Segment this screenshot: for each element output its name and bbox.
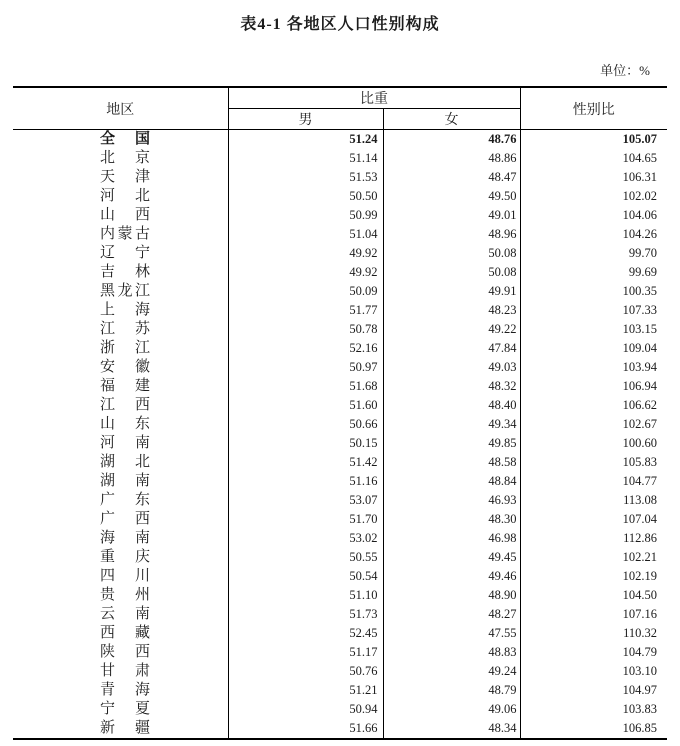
- table-row: [13, 605, 667, 624]
- sex-ratio-value: 100.35: [622, 284, 657, 298]
- female-proportion-value: 48.90: [383, 586, 520, 605]
- female-proportion-value: 48.47: [383, 168, 520, 187]
- region-cell: [13, 358, 228, 377]
- table-row: [13, 453, 667, 472]
- region-cell: [13, 206, 228, 225]
- region-cell: [13, 605, 228, 624]
- region-cell: [13, 567, 228, 586]
- column-header-region: 地区: [13, 87, 228, 130]
- region-name: 青海: [100, 682, 150, 698]
- region-name: 浙江: [100, 340, 150, 356]
- region-name: 甘肃: [100, 663, 150, 679]
- sex-ratio-value: 104.65: [622, 151, 657, 165]
- region-cell: [13, 301, 228, 320]
- sex-ratio-value: 104.97: [622, 683, 657, 697]
- region-cell: [13, 415, 228, 434]
- table-row: [13, 624, 667, 643]
- region-cell: [13, 681, 228, 700]
- region-name: 吉林: [100, 264, 150, 280]
- sex-ratio-value: 99.69: [628, 265, 657, 279]
- female-proportion-value: 48.79: [383, 681, 520, 700]
- column-header-proportion: 比重: [228, 87, 520, 109]
- male-proportion-value: 51.53: [228, 168, 383, 187]
- region-cell: [13, 662, 228, 681]
- male-proportion-value: 50.55: [228, 548, 383, 567]
- sex-composition-table: [13, 86, 667, 740]
- female-proportion-value: 49.50: [383, 187, 520, 206]
- sex-ratio-value: 106.85: [622, 721, 657, 735]
- female-proportion-value: 49.85: [383, 434, 520, 453]
- female-proportion-value: 47.84: [383, 339, 520, 358]
- table-row: [13, 263, 667, 282]
- region-cell: [13, 244, 228, 263]
- female-proportion-value: 49.03: [383, 358, 520, 377]
- male-proportion-value: 51.16: [228, 472, 383, 491]
- region-name: 陕西: [100, 644, 150, 660]
- table-title: 表4-1 各地区人口性别构成: [240, 16, 440, 33]
- female-proportion-value: 48.86: [383, 149, 520, 168]
- region-name: 安徽: [100, 359, 150, 375]
- male-proportion-value: 51.04: [228, 225, 383, 244]
- sex-ratio-value: 104.77: [622, 474, 657, 488]
- region-name: 广东: [100, 492, 150, 508]
- table-row: [13, 510, 667, 529]
- male-proportion-value: 51.60: [228, 396, 383, 415]
- region-cell: [13, 187, 228, 206]
- male-proportion-value: 51.17: [228, 643, 383, 662]
- table-row: [13, 472, 667, 491]
- female-proportion-value: 49.22: [383, 320, 520, 339]
- region-name: 广西: [100, 511, 150, 527]
- male-proportion-value: 51.10: [228, 586, 383, 605]
- table-row: [13, 225, 667, 244]
- column-header-female: 女: [383, 109, 520, 130]
- female-proportion-value: 48.83: [383, 643, 520, 662]
- sex-ratio-value: 106.62: [622, 398, 657, 412]
- sex-ratio-value: 106.94: [622, 379, 657, 393]
- sex-ratio-value: 103.83: [622, 702, 657, 716]
- table-row: [13, 320, 667, 339]
- table-row: [13, 643, 667, 662]
- sex-ratio-value: 110.32: [623, 626, 657, 640]
- male-proportion-value: 50.09: [228, 282, 383, 301]
- region-cell: [13, 472, 228, 491]
- region-name: 河南: [100, 435, 150, 451]
- sex-ratio-value: 100.60: [622, 436, 657, 450]
- region-name: 山东: [100, 416, 150, 432]
- sex-ratio-value: 104.06: [622, 208, 657, 222]
- sex-ratio-value: 104.50: [622, 588, 657, 602]
- female-proportion-value: 48.27: [383, 605, 520, 624]
- region-name: 重庆: [100, 549, 150, 565]
- male-proportion-value: 53.07: [228, 491, 383, 510]
- table-row: [13, 415, 667, 434]
- female-proportion-value: 46.98: [383, 529, 520, 548]
- table-body: [13, 130, 667, 740]
- female-proportion-value: 49.06: [383, 700, 520, 719]
- region-cell: [13, 168, 228, 187]
- table-row: [13, 681, 667, 700]
- female-proportion-value: 50.08: [383, 263, 520, 282]
- sex-ratio-value: 102.02: [622, 189, 657, 203]
- female-proportion-value: 49.91: [383, 282, 520, 301]
- male-proportion-value: 50.78: [228, 320, 383, 339]
- sex-ratio-value: 112.86: [623, 531, 657, 545]
- region-name: 江苏: [100, 321, 150, 337]
- sex-ratio-value: 103.10: [622, 664, 657, 678]
- region-name: 宁夏: [100, 701, 150, 717]
- table-row: [13, 301, 667, 320]
- male-proportion-value: 50.94: [228, 700, 383, 719]
- female-proportion-value: 48.58: [383, 453, 520, 472]
- male-proportion-value: 50.66: [228, 415, 383, 434]
- sex-ratio-value: 103.15: [622, 322, 657, 336]
- female-proportion-value: 48.96: [383, 225, 520, 244]
- region-cell: [13, 510, 228, 529]
- region-name: 湖南: [100, 473, 150, 489]
- table-row: [13, 244, 667, 263]
- female-proportion-value: 47.55: [383, 624, 520, 643]
- male-proportion-value: 49.92: [228, 244, 383, 263]
- table-row: [13, 548, 667, 567]
- table-row: [13, 168, 667, 187]
- female-proportion-value: 49.34: [383, 415, 520, 434]
- region-cell: [13, 225, 228, 244]
- region-cell: [13, 434, 228, 453]
- table-row: [13, 491, 667, 510]
- sex-ratio-value: 102.67: [622, 417, 657, 431]
- sex-ratio-value: 104.26: [622, 227, 657, 241]
- region-name: 江西: [100, 397, 150, 413]
- table-row: [13, 662, 667, 681]
- table-row: [13, 586, 667, 605]
- male-proportion-value: 49.92: [228, 263, 383, 282]
- region-cell: [13, 700, 228, 719]
- male-proportion-value: 51.42: [228, 453, 383, 472]
- region-name: 天津: [100, 169, 150, 185]
- female-proportion-value: 48.23: [383, 301, 520, 320]
- region-name: 西藏: [100, 625, 150, 641]
- female-proportion-value: 49.45: [383, 548, 520, 567]
- male-proportion-value: 52.45: [228, 624, 383, 643]
- region-name: 内蒙古: [100, 226, 150, 242]
- column-header-male: 男: [228, 109, 383, 130]
- sex-ratio-value: 107.04: [622, 512, 657, 526]
- region-cell: [13, 548, 228, 567]
- table-row: [13, 396, 667, 415]
- male-proportion-value: 50.97: [228, 358, 383, 377]
- male-proportion-value: 51.73: [228, 605, 383, 624]
- sex-ratio-value: 105.07: [622, 132, 657, 146]
- region-cell: [13, 586, 228, 605]
- male-proportion-value: 50.15: [228, 434, 383, 453]
- table-row: [13, 358, 667, 377]
- region-name: 河北: [100, 188, 150, 204]
- region-name: 上海: [100, 302, 150, 318]
- region-name: 新疆: [100, 720, 150, 736]
- table-row: [13, 377, 667, 396]
- male-proportion-value: 51.70: [228, 510, 383, 529]
- table-row: [13, 567, 667, 586]
- region-cell: [13, 130, 228, 150]
- region-name: 四川: [100, 568, 150, 584]
- sex-ratio-value: 105.83: [622, 455, 657, 469]
- region-cell: [13, 529, 228, 548]
- table-row: [13, 206, 667, 225]
- region-name: 湖北: [100, 454, 150, 470]
- female-proportion-value: 49.01: [383, 206, 520, 225]
- sex-ratio-value: 99.70: [628, 246, 657, 260]
- region-name: 山西: [100, 207, 150, 223]
- region-name: 贵州: [100, 587, 150, 603]
- female-proportion-value: 46.93: [383, 491, 520, 510]
- region-name: 海南: [100, 530, 150, 546]
- table-row: [13, 282, 667, 301]
- region-name: 北京: [100, 150, 150, 166]
- header-row-top: [13, 87, 667, 109]
- male-proportion-value: 51.24: [228, 130, 383, 150]
- female-proportion-value: 48.34: [383, 719, 520, 739]
- female-proportion-value: 49.46: [383, 567, 520, 586]
- region-cell: [13, 263, 228, 282]
- table-row: [13, 719, 667, 739]
- sex-ratio-value: 103.94: [622, 360, 657, 374]
- region-cell: [13, 453, 228, 472]
- male-proportion-value: 51.66: [228, 719, 383, 739]
- male-proportion-value: 50.76: [228, 662, 383, 681]
- table-row: [13, 700, 667, 719]
- table-row: [13, 529, 667, 548]
- male-proportion-value: 50.99: [228, 206, 383, 225]
- region-cell: [13, 643, 228, 662]
- region-name: 全国: [100, 131, 150, 147]
- region-cell: [13, 491, 228, 510]
- male-proportion-value: 51.77: [228, 301, 383, 320]
- table-container: [13, 86, 667, 740]
- region-name: 云南: [100, 606, 150, 622]
- region-name: 黑龙江: [100, 283, 150, 299]
- female-proportion-value: 48.40: [383, 396, 520, 415]
- region-cell: [13, 149, 228, 168]
- female-proportion-value: 50.08: [383, 244, 520, 263]
- region-cell: [13, 282, 228, 301]
- female-proportion-value: 48.76: [383, 130, 520, 150]
- male-proportion-value: 51.14: [228, 149, 383, 168]
- table-header: [13, 87, 667, 130]
- table-row: [13, 130, 667, 150]
- region-cell: [13, 339, 228, 358]
- region-name: 福建: [100, 378, 150, 394]
- table-row: [13, 149, 667, 168]
- sex-ratio-value: 102.21: [622, 550, 657, 564]
- male-proportion-value: 52.16: [228, 339, 383, 358]
- region-cell: [13, 719, 228, 739]
- region-cell: [13, 396, 228, 415]
- region-cell: [13, 377, 228, 396]
- male-proportion-value: 51.68: [228, 377, 383, 396]
- sex-ratio-value: 106.31: [622, 170, 657, 184]
- table-row: [13, 187, 667, 206]
- sex-ratio-value: 102.19: [622, 569, 657, 583]
- female-proportion-value: 48.30: [383, 510, 520, 529]
- region-cell: [13, 320, 228, 339]
- sex-ratio-value: 113.08: [623, 493, 657, 507]
- unit-label: 单位：%: [600, 63, 650, 78]
- male-proportion-value: 51.21: [228, 681, 383, 700]
- female-proportion-value: 48.32: [383, 377, 520, 396]
- male-proportion-value: 53.02: [228, 529, 383, 548]
- female-proportion-value: 49.24: [383, 662, 520, 681]
- table-row: [13, 434, 667, 453]
- sex-ratio-value: 104.79: [622, 645, 657, 659]
- female-proportion-value: 48.84: [383, 472, 520, 491]
- male-proportion-value: 50.50: [228, 187, 383, 206]
- region-name: 辽宁: [100, 245, 150, 261]
- sex-ratio-value: 109.04: [622, 341, 657, 355]
- table-row: [13, 339, 667, 358]
- region-cell: [13, 624, 228, 643]
- male-proportion-value: 50.54: [228, 567, 383, 586]
- column-header-sex-ratio: 性别比: [520, 87, 667, 130]
- sex-ratio-value: 107.33: [622, 303, 657, 317]
- sex-ratio-value: 107.16: [622, 607, 657, 621]
